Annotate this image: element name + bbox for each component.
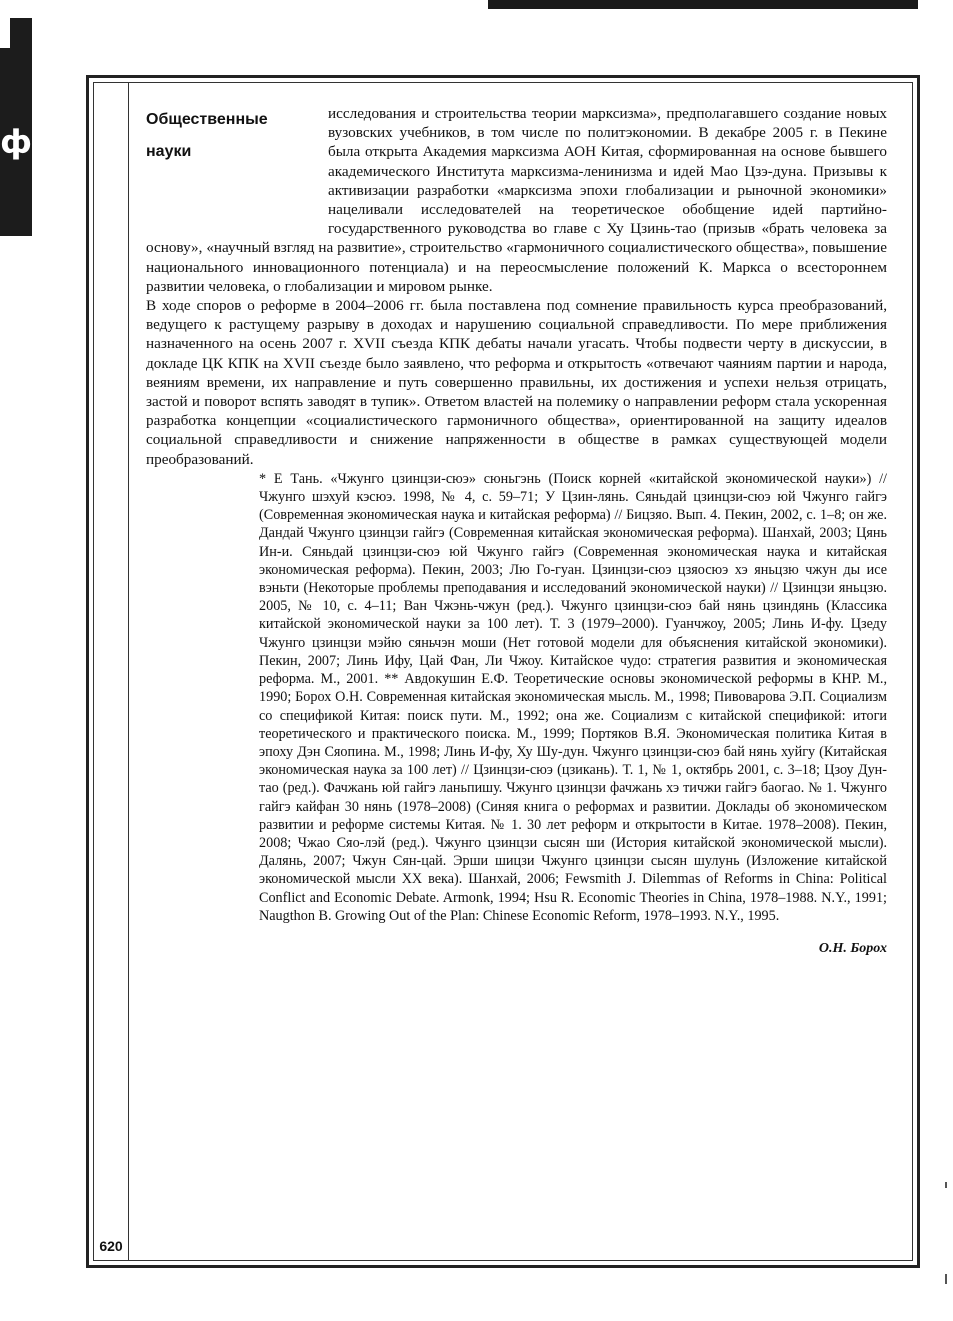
article-content (146, 104, 887, 958)
top-rule (488, 0, 918, 9)
page-number-column-rule (128, 82, 129, 1261)
body-paragraph-2: В ходе споров о реформе в 2004–2006 гг. была поставлена под сомнение правильность курса преобразований, ведущего к растущему разрыву в доходах и нарушению социальной справедливости. По мере приближения назначенного на осень 2007 г. XVII съезда КПК дебаты начали угасать. Чтобы подвести черту в дискуссии, в докладе ЦК КПК на XVII съезде было заявлено, что реформа и открытость «отвечают чаяниям партии и народа, веяниям времени, их направление и путь совершенно правильны, их достижения и успехи нельзя отрицать, застой и поворот вспять заводят в тупик». Ответом властей на полемику о направлении реформ стала ускоренная разработка концепции «социалистического гармоничного общества», ориентированной на защиту идеалов социальной справедливости и снижение напряженности в обществе в рамках существующей модели преобразований. (146, 297, 887, 468)
section-glyph: ф (0, 123, 32, 161)
references-block: * Е Тань. «Чжунго цзинцзи-сюэ» сюньгэнь (Поиск корней «китайской экономической науки») // Чжунго шэхуй кэсюэ. 1998, № 4, с. 59–71; У Цзин-лянь. Сяньдай цзинцзи-сюэ юй Чжунго гайгэ (Современная экономическая наука и китайская реформа) // Бицзяо. Вып. 4. Пекин, 2002, с. 1–8; он же. Дандай Чжунго цзинцзи гайгэ (Современная китайская экономическая реформа). Шанхай, 2003; Цянь Ин-и. Сяньдай цзинцзи-сюэ юй Чжунго гайгэ (Современная экономическая наука и китайская экономическая реформа). Пекин, 2003; Лю Го-гуан. Цзинцзи-сюэ цзяосюэ хэ яньцзю чжун ды исе вэньти (Некоторые проблемы преподавания и исследований экономической науки) // Цзинцзи яньцзю. 2005, № 10, с. 4–11; Ван Чжэнь-чжун (ред.). Чжунго цзинцзи-сюэ бай нянь цзиндянь (Классика китайской экономической науки за 100 лет). Т. 3 (1979–2000). Гуанчжоу, 2005; Линь И-фу. Цзеду Чжунго цзинцзи мэйю сяньчэн моши (Нет готовой модели для объяснения китайской экономики). Пекин, 2007; Линь Ифу, Цай Фан, Ли Чжоу. Китайское чудо: стратегия развития и экономическая реформа. М., 2001. ** Авдокушин Е.Ф. Теоретические основы экономической реформы в КНР. М., 1990; Борох О.Н. Современная китайская экономическая мысль. М., 1998; Пивоварова Э.П. Социализм со спецификой Китая: поиск пути. М., 1992; она же. Социализм с китайской спецификой: итоги теоретического и практического поиска. М., 1999; Портяков В.Я. Экономическая политика Китая в эпоху Дэн Сяопина. М., 1998; Линь И-фу, Ху Шу-дун. Чжунго цзинцзи-сюэ бай нянь хуйгу (Китайская экономическая наука за 100 лет) // Цзинцзи-сюэ (цзикань). Т. 1, № 1, октябрь 2001, с. 3–18; Цзоу Дун-тао (ред.). Фачжань юй гайгэ ланьпишу. Чжунго цзинцзи фачжань хэ тичжи гайгэ баогао. № 1. Чжунго гайгэ кайфан 30 нянь (1978–2008) (Синяя книга о реформах и развитии. Доклады об экономическом развитии и реформе системы Китая. № 1. 30 лет реформ и открытости в Китае. 1978–2008). Пекин, 2008; Чжао Сяо-лэй (ред.). Чжунго цзинцзи сысян ши (История китайской экономической мысли). Далянь, 2007; Чжун Сян-цай. Эрши шицзи Чжунго цзинцзи сысян шулунь (Изложение китайской экономической мысли XX века). Шанхай, 2006; Fewsmith J. Dilemmas of Reforms in China: Political Conflict and Economic Debate. Armonk, 1994; Hsu R. Economic Theories in China, 1978–1988. N.Y., 1991; Naugthon B. Growing Out of the Plan: Chinese Economic Reform, 1978–1993. N.Y., 1995. (259, 470, 887, 924)
page-number: 620 (99, 1238, 123, 1254)
author-signature: О.Н. Борох (818, 941, 887, 957)
margin-mark (945, 1274, 947, 1284)
section-heading-line2: науки (146, 143, 192, 160)
section-heading-line1: Общественные (146, 111, 268, 128)
thumb-index-notch (0, 18, 10, 48)
margin-mark (945, 1182, 947, 1188)
section-heading (146, 104, 316, 222)
body-paragraph-1: исследования и строительства теории марксизма», предполагавшего создание новых вузовских учебников, в том числе по политэкономии. В декабре 2005 г. в Пекине была открыта Академия марксизма АОН Китая, сформированная на основе бывшего академического Института марксизма-ленинизма и идей Мао Цзэ-дуна. Призывы к активизации разработки «марксизма эпохи глобализации и рыночной экономики» нацеливали исследователей на теоретическое обобщение идей партийно-государственного руководства во главе с Ху Цзинь-тао (призыв «брать человека за основу», «научный взгляд на развитие», строительство «гармоничного социалистического общества», повышение национального инновационного потенциала) и на переосмысление положений К. Маркса о всестороннем развитии человека, о глобализации и мировом рынке. (146, 105, 887, 295)
